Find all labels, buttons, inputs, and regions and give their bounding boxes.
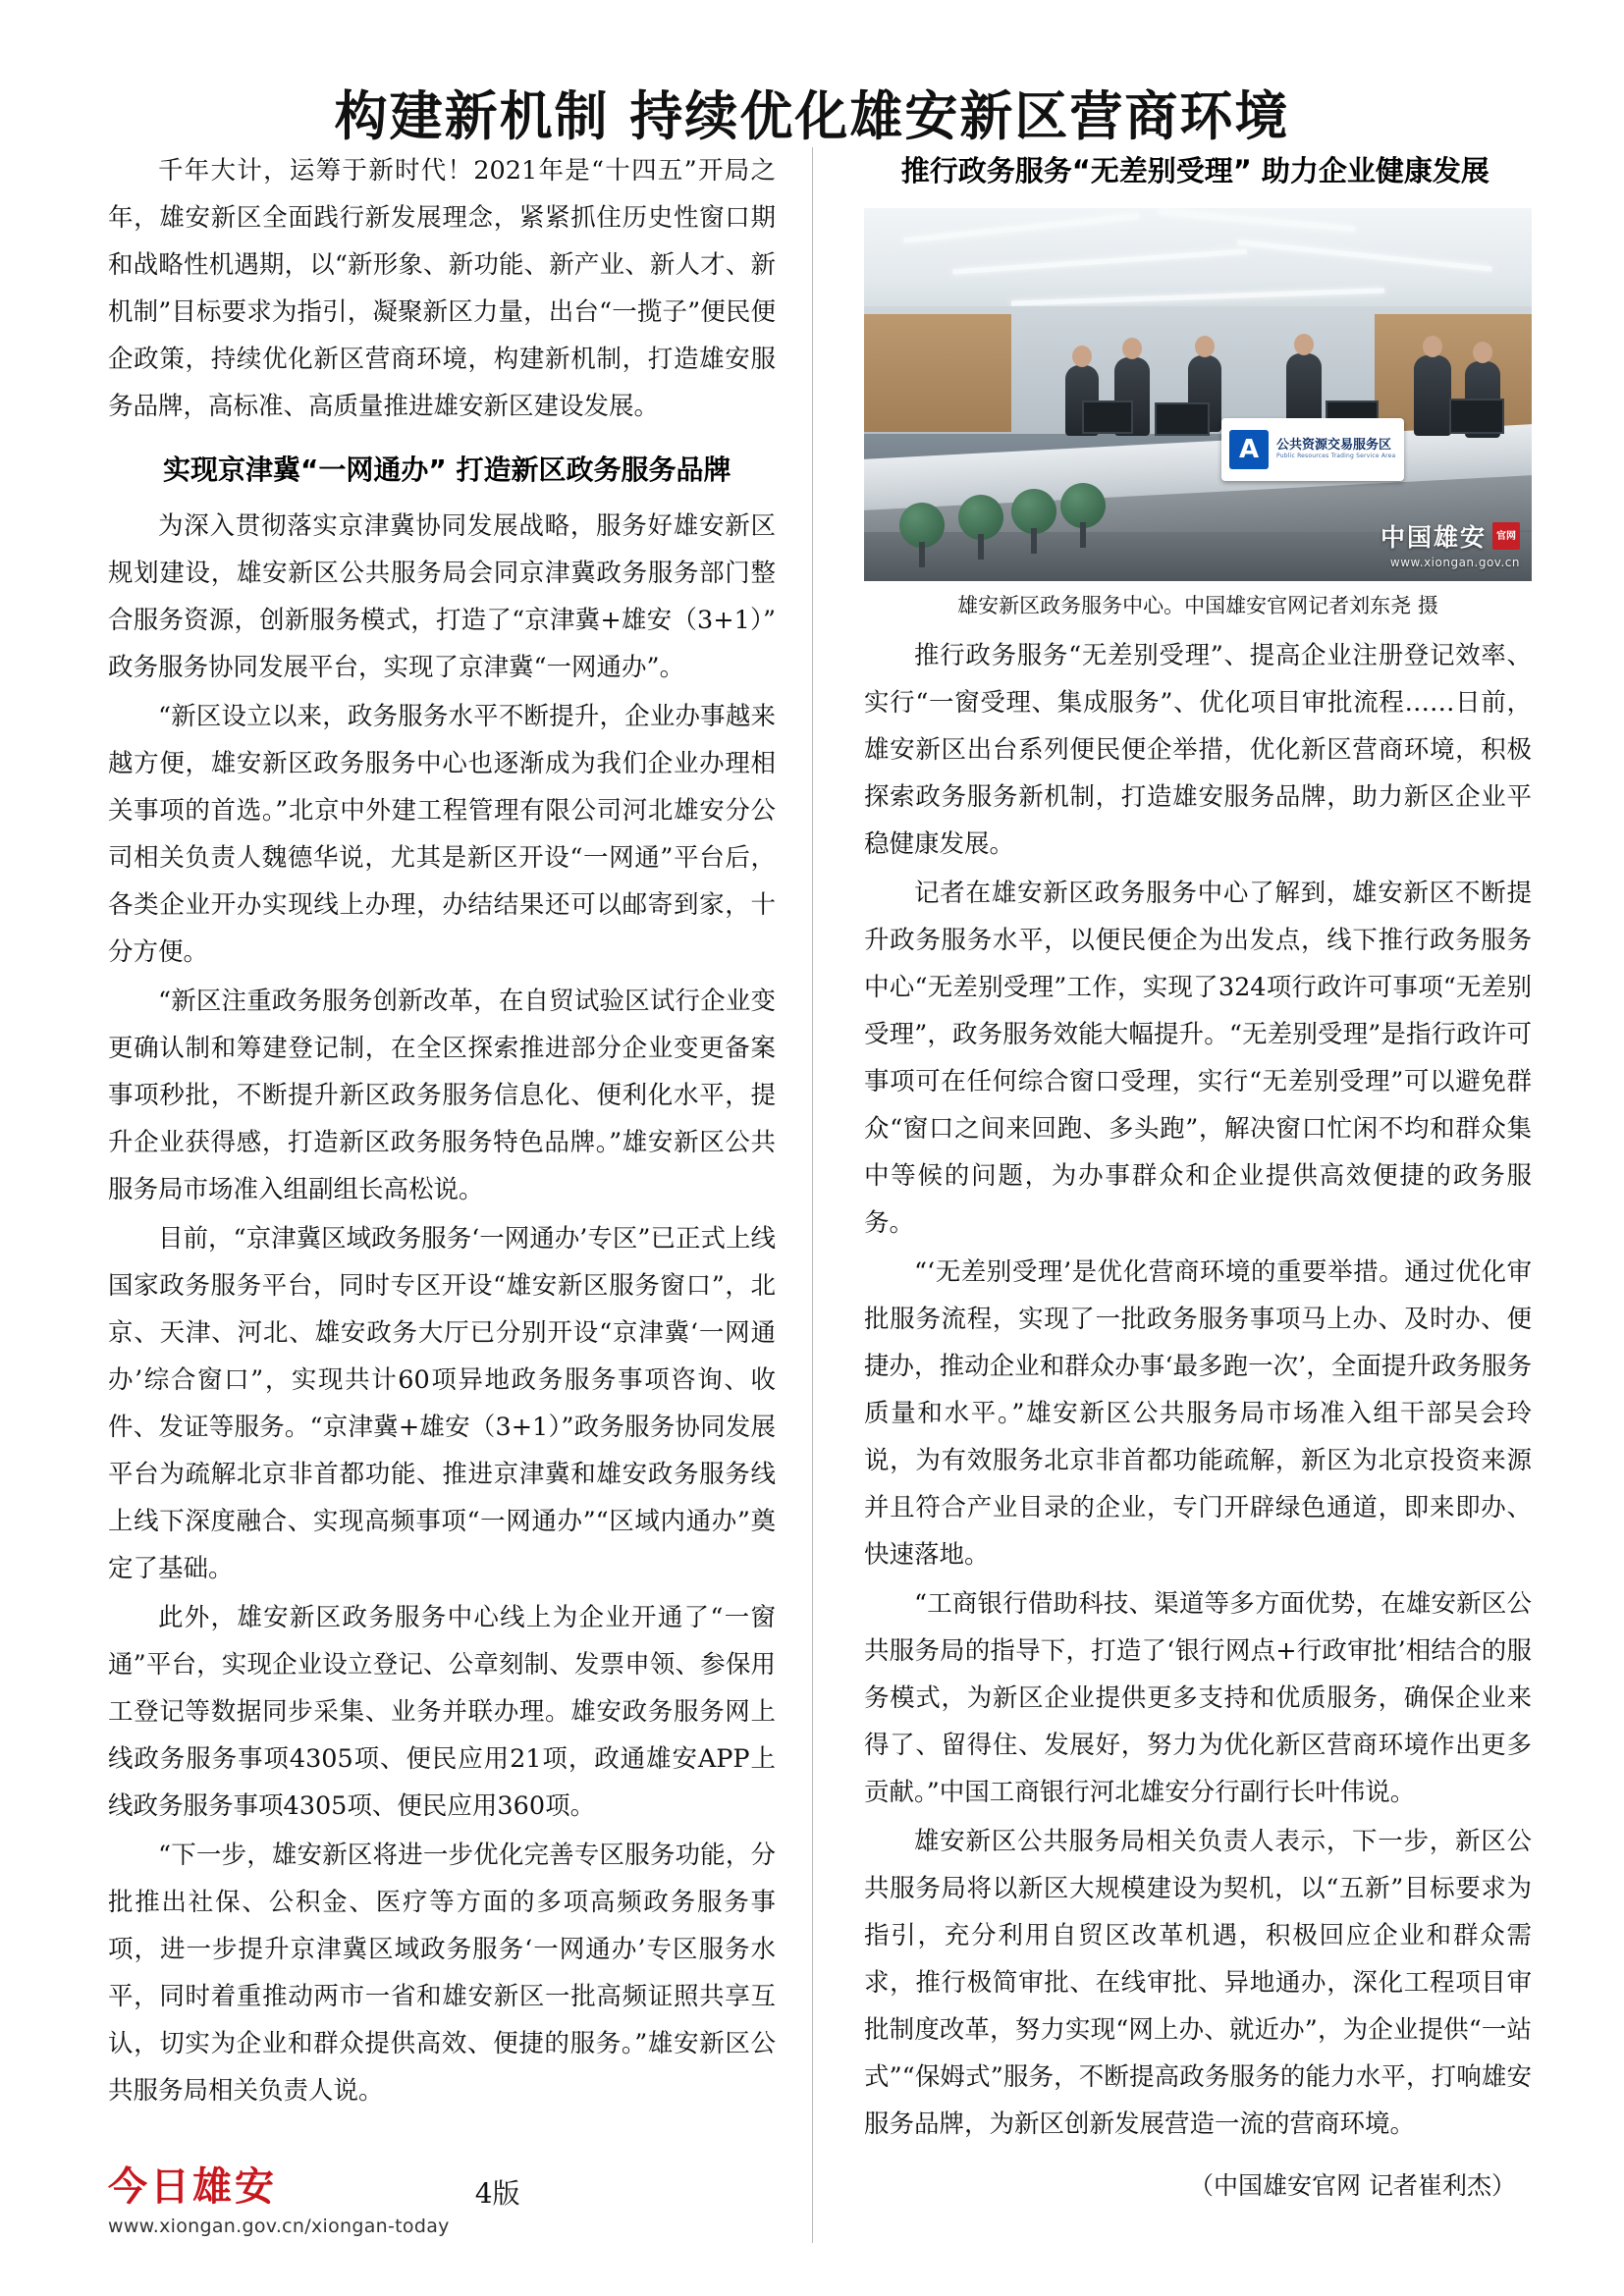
photo-background bbox=[864, 208, 1532, 581]
left-column bbox=[108, 147, 776, 2116]
right-column bbox=[864, 147, 1532, 2150]
paragraph: 记者在雄安新区政务服务中心了解到，雄安新区不断提升政务服务水平，以便民便企为出发点，线下推行政务服务中心“无差别受理”工作，实现了324项行政许可事项“无差别受理”，政务服务效能大幅提升。“无差别受理”是指行政许可事项可在任何综合窗口受理，实行“无差别受理”可以避免群众“窗口之间来回跑、多头跑”，解决窗口忙闲不均和群众集中等候的问题，为办事群众和企业提供高效便捷的政务服务。 bbox=[864, 879, 1532, 1238]
watermark-seal: 官网 bbox=[1492, 522, 1520, 550]
left-subheading: 实现京津冀“一网通办” 打造新区政务服务品牌 bbox=[163, 454, 731, 486]
paragraph: 雄安新区公共服务局相关负责人表示，下一步，新区公共服务局将以新区大规模建设为契机，以“五新”目标要求为指引，充分利用自贸区改革机遇，积极回应企业和群众需求，推行极简审批、在线审批、异地通办，深化工程项目审批制度改革，努力实现“网上办、就近办”，为企业提供“一站式”“保姆式”服务，不断提高政务服务的能力水平，打响雄安服务品牌，为新区创新发展营造一流的营商环境。 bbox=[864, 1827, 1532, 2139]
photo-caption: 雄安新区政务服务中心。中国雄安官网记者刘东尧 摄 bbox=[957, 594, 1438, 617]
paragraph: 推行政务服务“无差别受理”、提高企业注册登记效率、实行“一窗受理、集成服务”、优化项目审批流程……日前，雄安新区出台系列便民便企举措，优化新区营商环境，积极探索政务服务新机制，打造雄安服务品牌，助力新区企业平稳健康发展。 bbox=[864, 641, 1532, 859]
lead-paragraph: 千年大计，运筹于新时代！2021年是“十四五”开局之年，雄安新区全面践行新发展理念，紧紧抓住历史性窗口期和战略性机遇期，以“新形象、新功能、新产业、新人才、新机制”目标要求为指引，凝聚新区力量，出台“一揽子”便民便企政策，持续优化新区营商环境，构建新机制，打造雄安服务品牌，高标准、高质量推进雄安新区建设发展。 bbox=[108, 156, 776, 421]
counter-sign bbox=[1221, 418, 1404, 481]
paragraph: 为深入贯彻落实京津冀协同发展战略，服务好雄安新区规划建设，雄安新区公共服务局会同京津冀政务服务部门整合服务资源，创新服务模式，打造了“京津冀+雄安（3+1）”政务服务协同发展平台，实现了京津冀“一网通办”。 bbox=[108, 511, 776, 682]
paragraph: “下一步，雄安新区将进一步优化完善专区服务功能，分批推出社保、公积金、医疗等方面的多项高频政务服务事项，进一步提升京津冀区域政务服务‘一网通办’专区服务水平，同时着重推动两市一省和雄安新区一批高频证照共享互认，切实为企业和群众提供高效、便捷的服务。”雄安新区公共服务局相关负责人说。 bbox=[108, 1841, 776, 2106]
column-divider bbox=[812, 147, 813, 2243]
sign-badge-letter: A bbox=[1229, 430, 1269, 469]
masthead-title: 今日雄安 bbox=[108, 2163, 277, 2210]
sign-text-cn: 公共资源交易服务区 bbox=[1276, 438, 1392, 454]
paragraph: “工商银行借助科技、渠道等多方面优势，在雄安新区公共服务局的指导下，打造了‘银行网点+行政审批’相结合的服务模式，为新区企业提供更多支持和优质服务，确保企业来得了、留得住、发展好，努力为优化新区营商环境作出更多贡献。”中国工商银行河北雄安分行副行长叶伟说。 bbox=[864, 1589, 1532, 1807]
service-center-photo bbox=[864, 208, 1532, 581]
right-subheading: 推行政务服务“无差别受理” 助力企业健康发展 bbox=[900, 154, 1489, 187]
paragraph: 此外，雄安新区政务服务中心线上为企业开通了“一窗通”平台，实现企业设立登记、公章刻制、发票申领、参保用工登记等数据同步采集、业务并联办理。雄安政务服务网上线政务服务事项4305项、便民应用21项，政通雄安APP上线政务服务事项4305项、便民应用360项。 bbox=[108, 1603, 776, 1821]
watermark-label: 中国雄安 bbox=[1380, 523, 1487, 552]
paragraph: 目前，“京津冀区域政务服务‘一网通办’专区”已正式上线国家政务服务平台，同时专区开设“雄安新区服务窗口”，北京、天津、河北、雄安政务大厅已分别开设“京津冀‘一网通办’综合窗口”，实现共计60项异地政务服务事项咨询、收件、发证等服务。“京津冀+雄安（3+1）”政务服务协同发展平台为疏解北京非首都功能、推进京津冀和雄安政务服务线上线下深度融合、实现高频事项“一网通办”“区域内通办”奠定了基础。 bbox=[108, 1224, 776, 1583]
photo-watermark bbox=[1380, 518, 1520, 569]
watermark-url: www.xiongan.gov.cn bbox=[1389, 556, 1520, 569]
footer bbox=[108, 2164, 795, 2237]
page-number: 4版 bbox=[474, 2177, 520, 2210]
article-byline: （中国雄安官网 记者崔利杰） bbox=[1189, 2171, 1516, 2200]
page-title: 构建新机制 持续优化雄安新区营商环境 bbox=[334, 84, 1290, 148]
masthead-url: www.xiongan.gov.cn/xiongan-today bbox=[108, 2216, 450, 2237]
sign-text-en: Public Resources Trading Service Area bbox=[1276, 453, 1396, 460]
paragraph: “新区设立以来，政务服务水平不断提升，企业办事越来越方便，雄安新区政务服务中心也逐渐成为我们企业办理相关事项的首选。”北京中外建工程管理有限公司河北雄安分公司相关负责人魏德华说，尤其是新区开设“一网通”平台后，各类企业开办实现线上办理，办结结果还可以邮寄到家，十分方便。 bbox=[108, 702, 776, 967]
masthead-logo bbox=[108, 2164, 450, 2237]
paragraph: “新区注重政务服务创新改革，在自贸试验区试行企业变更确认制和筹建登记制，在全区探索推进部分企业变更备案事项秒批，不断提升新区政务服务信息化、便利化水平，提升企业获得感，打造新区政务服务特色品牌。”雄安新区公共服务局市场准入组副组长高松说。 bbox=[108, 987, 776, 1204]
paragraph: “‘无差别受理’是优化营商环境的重要举措。通过优化审批服务流程，实现了一批政务服务事项马上办、及时办、便捷办，推动企业和群众办事‘最多跑一次’，全面提升政务服务质量和水平。”雄安新区公共服务局市场准入组干部吴会玲说，为有效服务北京非首都功能疏解，新区为北京投资来源并且符合产业目录的企业，专门开辟绿色通道，即来即办、快速落地。 bbox=[864, 1257, 1532, 1570]
